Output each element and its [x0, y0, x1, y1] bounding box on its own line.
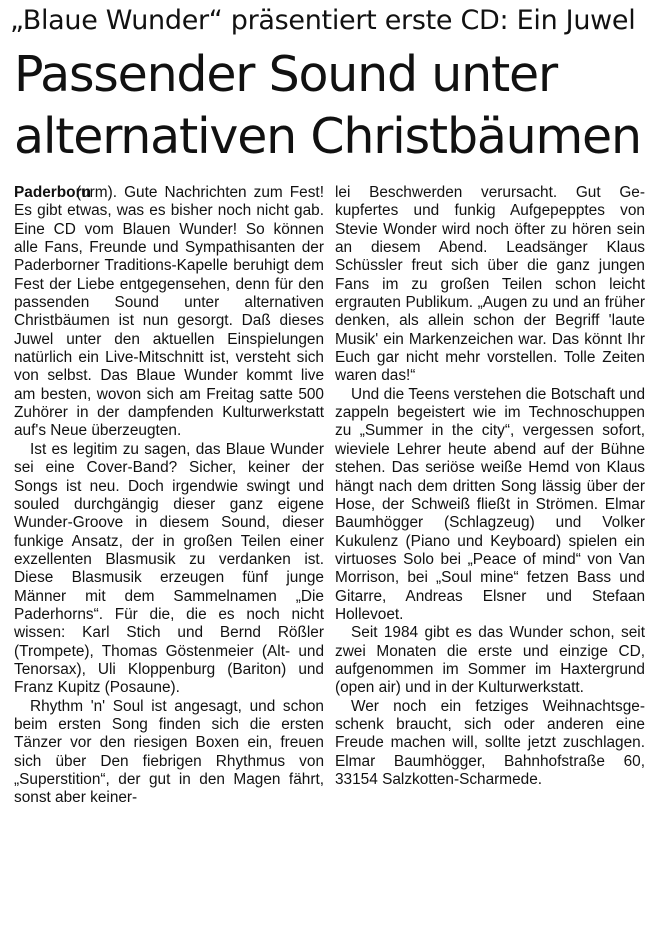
- paragraph-teens: Und die Teens verstehen die Botschaft und zappeln begeistert wie im Technoschuppen zu „Summer in the city“, vergessen sofort, wieviele Lehrer heute abend auf der Bühne stehen. Das seriöse weiße Hemd von Klaus hängt nach dem dritten Song lässig über der Hose, der Schweiß fließt in Strömen. Elmar Baumhögger (Schlagzeug) und Volker Kukulenz (Piano und Keyboard) spielen ein virtuoses Solo bei „Peace of mind“ von Van Morrison, bei „Soul mine“ fetzen Bass und Gitarre, Andreas Elsner und Stefaan Hollevoet.: [335, 385, 645, 623]
- paragraph-gift-tip: Wer noch ein fetziges Weihnachtsgeschenk braucht, sich oder anderen eine Freude machen will, sollte jetzt zuschlagen. Elmar Baumhögger, Bahnhofstraße 60, 33154 Salzkotten-Scharmede.: [335, 697, 645, 788]
- paragraph-cover-band: Ist es legitim zu sagen, das Blaue Wunder sei eine Cover-Band? Sicher, keiner der Songs ist neu. Doch irgendwie swingt und souled durchgängig dieser ganz eigene Wunder-Groove in diesem Sound, dieser funkige Ansatz, der in großen Teilen einer exzellenten Blasmusik zu verdanken ist. Diese Blasmusik erzeugen fünf junge Männer mit dem Sammelnamen „Die Paderhorns“. Für die, die es noch nicht wissen: Karl Stich und Bernd Rößler (Trompete), Thomas Göstenmeier (Alt- und Tenorsax), Uli Kloppenburg (Bariton) und Franz Kupitz (Posaune).: [14, 440, 324, 697]
- paragraph-since-1984: Seit 1984 gibt es das Wunder schon, seit zwei Monaten die erste und einzige CD, aufgenommen im Sommer im Haxtergrund (open air) und in der Kulturwerkstatt.: [335, 624, 645, 697]
- kicker-line: „Blaue Wunder“ präsentiert erste CD: Ein Juwel: [10, 5, 636, 36]
- paragraph-rhythm-n-soul: Rhythm 'n' Soul ist angesagt, und schon beim ersten Song finden sich die ersten Tänzer vor den riesigen Boxen ein, freuen sich über Den fiebrigen Rhythmus von „Superstition“, der gut in den Magen fährt, sonst aber keiner-: [14, 697, 324, 807]
- dateline: Paderborn: [14, 184, 91, 201]
- headline: [14, 44, 639, 168]
- article-column-left: [14, 184, 324, 808]
- paragraph-intro: (urm). Gute Nachrichten zum Fest! Es gibt etwas, was es bisher noch nicht gab. Eine CD vom Blauen Wunder! So können alle Fans, Freunde und Sympathisanten der Paderborner Traditions-Kapelle beruhigt dem Fest der Liebe entgegensehen, denn für den passenden Sound unter alternativen Christbäumen ist nun gesorgt. Daß dieses Juwel unter den aktuellen Einspielungen natürlich ein Live-Mitschnitt ist, versteht sich von selbst. Das Blaue Wunder kommt live am besten, wovon sich am Freitag satte 500 Zuhörer in der dampfenden Kulturwerkstatt auf's Neue überzeugten.: [14, 184, 324, 440]
- paragraph-rhythm-n-soul-continued: lei Beschwerden verursacht. Gut Gekupfertes und funkig Aufgepepptes von Stevie Wonder wird noch öfter zu hören sein an diesem Abend. Leadsänger Klaus Schüssler freut sich über die ganz jungen Fans im zu großen Teilen schon leicht ergrauten Publikum. „Augen zu und an früher denken, als allein schon der Begriff 'laute Musik' ein Markenzeichen war. Das könnt Ihr Euch gar nicht mehr vorstellen. Tolle Zeiten waren das!“: [335, 184, 645, 385]
- headline-line-1: Passender Sound unter: [14, 46, 557, 103]
- headline-line-2: alternativen Christbäumen: [14, 108, 641, 165]
- article-column-right: [335, 184, 645, 789]
